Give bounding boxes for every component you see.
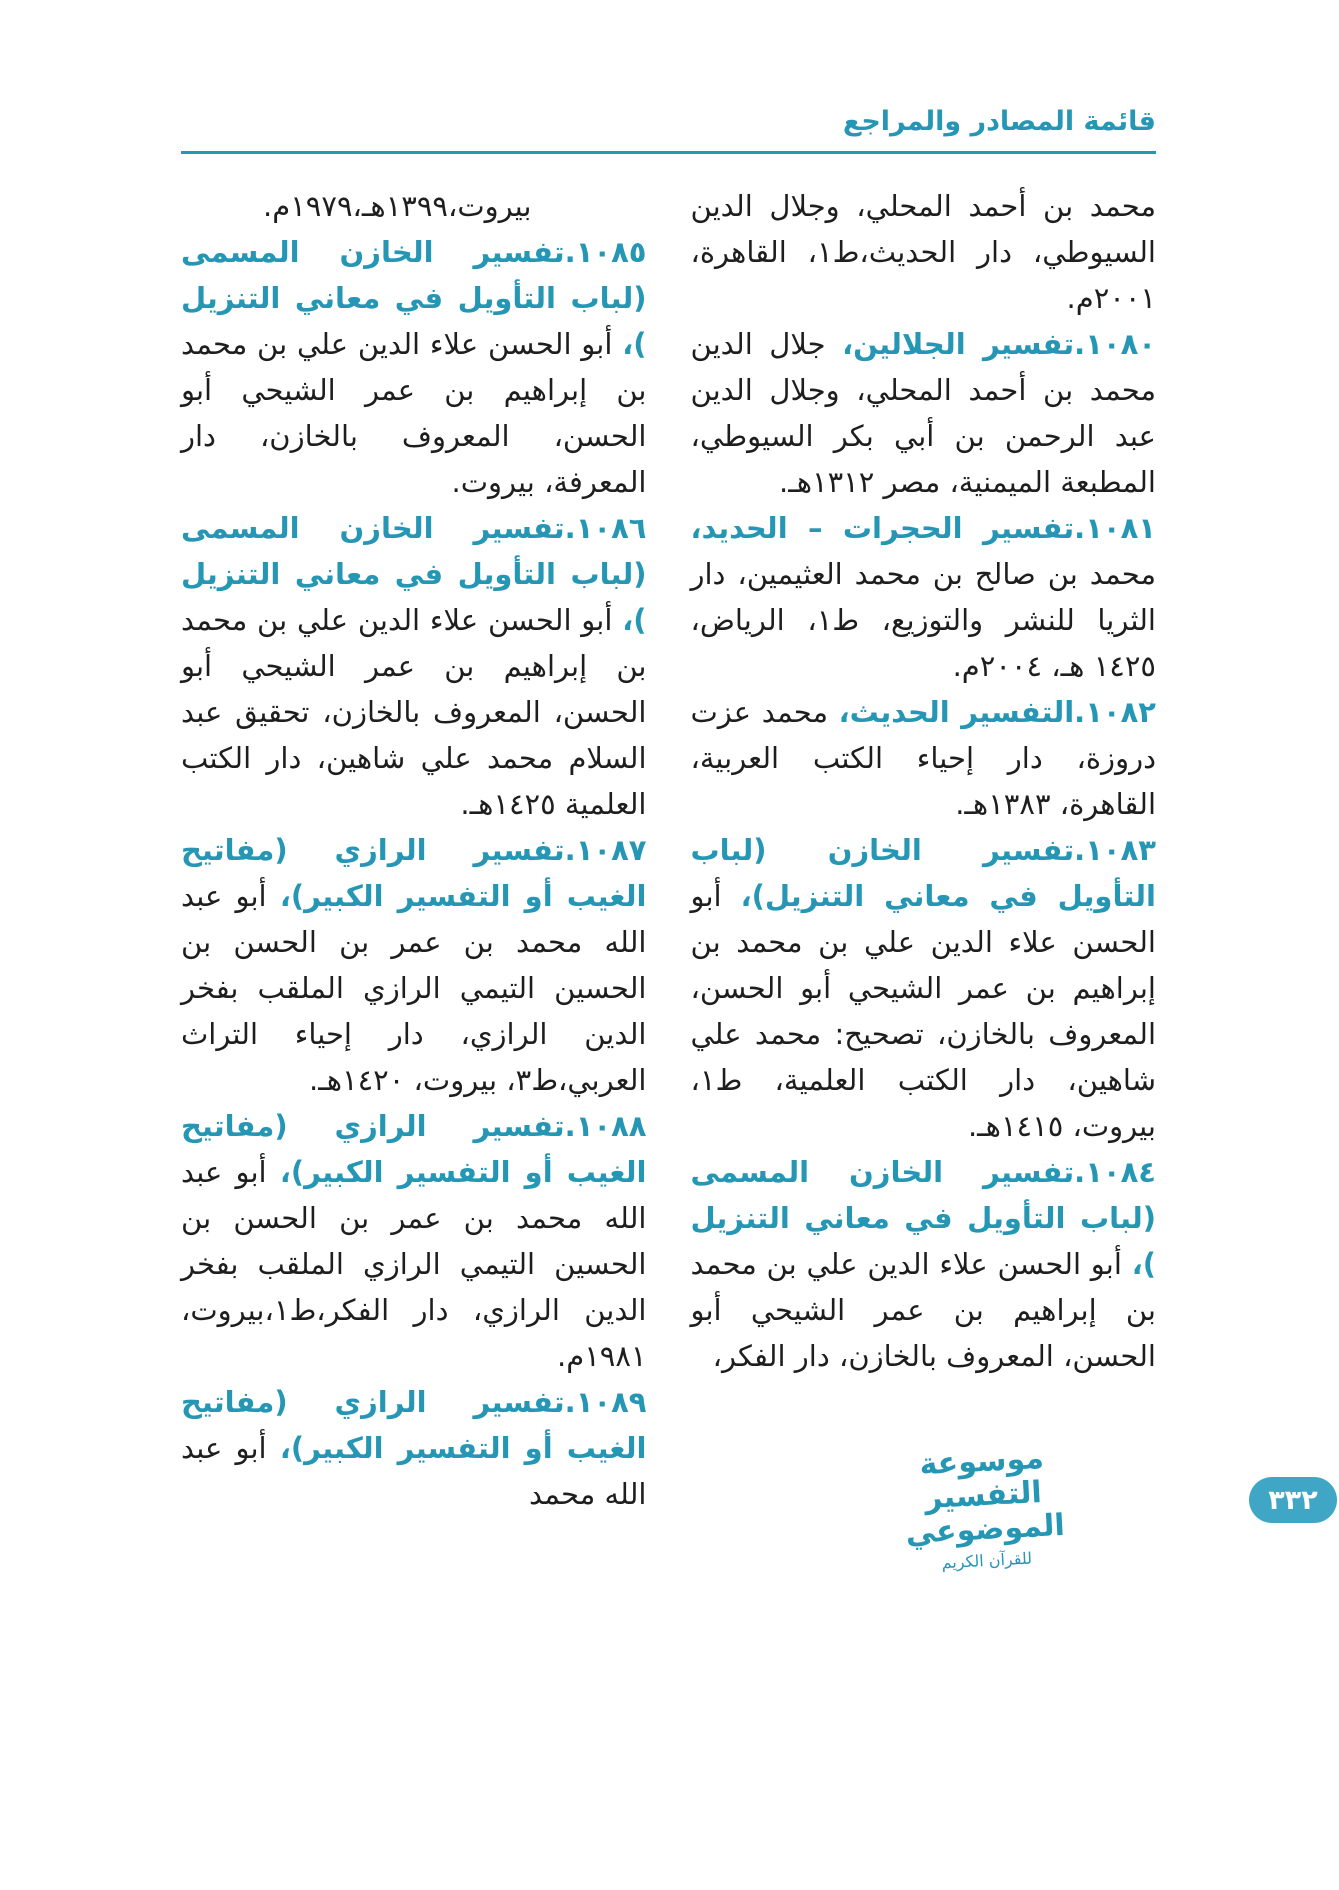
entry-title: التفسير الحديث، <box>838 695 1075 729</box>
page-header-title: قائمة المصادر والمراجع <box>842 106 1156 137</box>
entry-list-right <box>691 321 1157 1379</box>
bibliography-entry <box>691 505 1157 689</box>
entry-body: أبو الحسن علاء الدين علي بن محمد بن إبراهيم بن عمر الشيحي أبو الحسن، المعروف بالخازن، دار الفكر، <box>690 1247 1156 1373</box>
entry-body: أبو الحسن علاء الدين علي بن محمد بن إبراهيم بن عمر الشيحي أبو الحسن، المعروف بالخازن، تحقيق عبد السلام محمد علي شاهين، دار الكتب العلمية ١٤٢٥هـ. <box>181 603 647 821</box>
bibliography-entry <box>691 1149 1157 1379</box>
bibliography-entry <box>691 827 1157 1149</box>
entry-title: تفسير الخازن المسمى (لباب التأويل في معاني التنزيل )، <box>181 511 647 637</box>
entry-number: ١٠٨١. <box>1074 511 1156 545</box>
bibliography-entry <box>181 229 647 505</box>
header-divider-rule <box>181 151 1156 154</box>
bibliography-content <box>181 183 1156 1517</box>
entry-number: ١٠٨٤. <box>1074 1155 1156 1189</box>
column-left <box>181 183 647 1517</box>
entry-number: ١٠٨٠. <box>1074 327 1157 361</box>
bibliography-entry <box>181 1379 647 1517</box>
entry-title: تفسير الحجرات – الحديد، <box>690 511 1075 545</box>
bibliography-entry <box>181 1103 647 1379</box>
entry-body: أبو عبد الله محمد بن عمر بن الحسن بن الحسين التيمي الرازي الملقب بفخر الدين الرازي، دار الفكر،ط١،بيروت، ١٩٨١م. <box>181 1155 647 1373</box>
entry-continuation-text: بيروت،١٣٩٩هـ،١٩٧٩م. <box>263 189 532 223</box>
entry-continuation-text: محمد بن أحمد المحلي، وجلال الدين السيوطي، دار الحديث،ط١، القاهرة، ٢٠٠١م. <box>690 189 1156 315</box>
bibliography-entry <box>691 689 1157 827</box>
entry-body: أبو الحسن علاء الدين علي بن محمد بن إبراهيم بن عمر الشيحي أبو الحسن، المعروف بالخازن، دار المعرفة، بيروت. <box>181 327 647 499</box>
entry-number: ١٠٨٢. <box>1074 695 1156 729</box>
entry-number: ١٠٨٣. <box>1074 833 1156 867</box>
bibliography-entry <box>181 827 647 1103</box>
publisher-logo <box>866 1439 1102 1576</box>
entry-number: ١٠٨٩. <box>564 1385 647 1419</box>
entry-title: تفسير الخازن المسمى (لباب التأويل في معاني التنزيل )، <box>690 1155 1156 1281</box>
publisher-logo-subtitle: للقرآن الكريم <box>941 1548 1033 1573</box>
entry-body: أبو الحسن علاء الدين علي بن محمد بن إبراهيم بن عمر الشيحي أبو الحسن، المعروف بالخازن، تصحيح: محمد علي شاهين، دار الكتب العلمية، ط١، بيروت، ١٤١٥هـ. <box>690 879 1156 1143</box>
entry-body: أبو عبد الله محمد <box>181 1431 647 1511</box>
bibliography-entry <box>691 321 1157 505</box>
entry-number: ١٠٨٧. <box>564 833 647 867</box>
entry-title: تفسير الخازن (لباب التأويل في معاني التنزيل)، <box>690 833 1157 913</box>
entry-body: أبو عبد الله محمد بن عمر بن الحسن بن الحسين التيمي الرازي الملقب بفخر الدين الرازي، دار إحياء التراث العربي،ط٣، بيروت، ١٤٢٠هـ. <box>181 879 647 1097</box>
page-number-badge <box>1249 1477 1337 1523</box>
entry-title: تفسير الرازي (مفاتيح الغيب أو التفسير الكبير)، <box>181 1385 647 1465</box>
entry-number: ١٠٨٥. <box>564 235 647 269</box>
entry-title: تفسير الرازي (مفاتيح الغيب أو التفسير الكبير)، <box>181 833 647 913</box>
entry-title: تفسير الجلالين، <box>842 327 1075 361</box>
publisher-logo-title: موسوعة التفسير الموضوعي <box>904 1440 1066 1552</box>
bibliography-entry <box>181 505 647 827</box>
entry-title: تفسير الخازن المسمى (لباب التأويل في معاني التنزيل )، <box>181 235 647 361</box>
entry-body: محمد بن صالح بن محمد العثيمين، دار الثريا للنشر والتوزيع، ط١، الرياض، ١٤٢٥ هـ، ٢٠٠٤م. <box>690 557 1156 683</box>
entry-body: محمد عزت دروزة، دار إحياء الكتب العربية، القاهرة، ١٣٨٣هـ. <box>690 695 1156 821</box>
entry-number: ١٠٨٦. <box>564 511 647 545</box>
entry-body: جلال الدين محمد بن أحمد المحلي، وجلال الدين عبد الرحمن بن أبي بكر السيوطي، المطبعة الميمنية، مصر ١٣١٢هـ. <box>690 327 1156 499</box>
entry-list-left <box>181 229 647 1517</box>
page-number: ٣٣٢ <box>1268 1484 1318 1516</box>
entry-title: تفسير الرازي (مفاتيح الغيب أو التفسير الكبير)، <box>181 1109 647 1189</box>
entry-number: ١٠٨٨. <box>564 1109 647 1143</box>
column-right <box>691 183 1157 1517</box>
